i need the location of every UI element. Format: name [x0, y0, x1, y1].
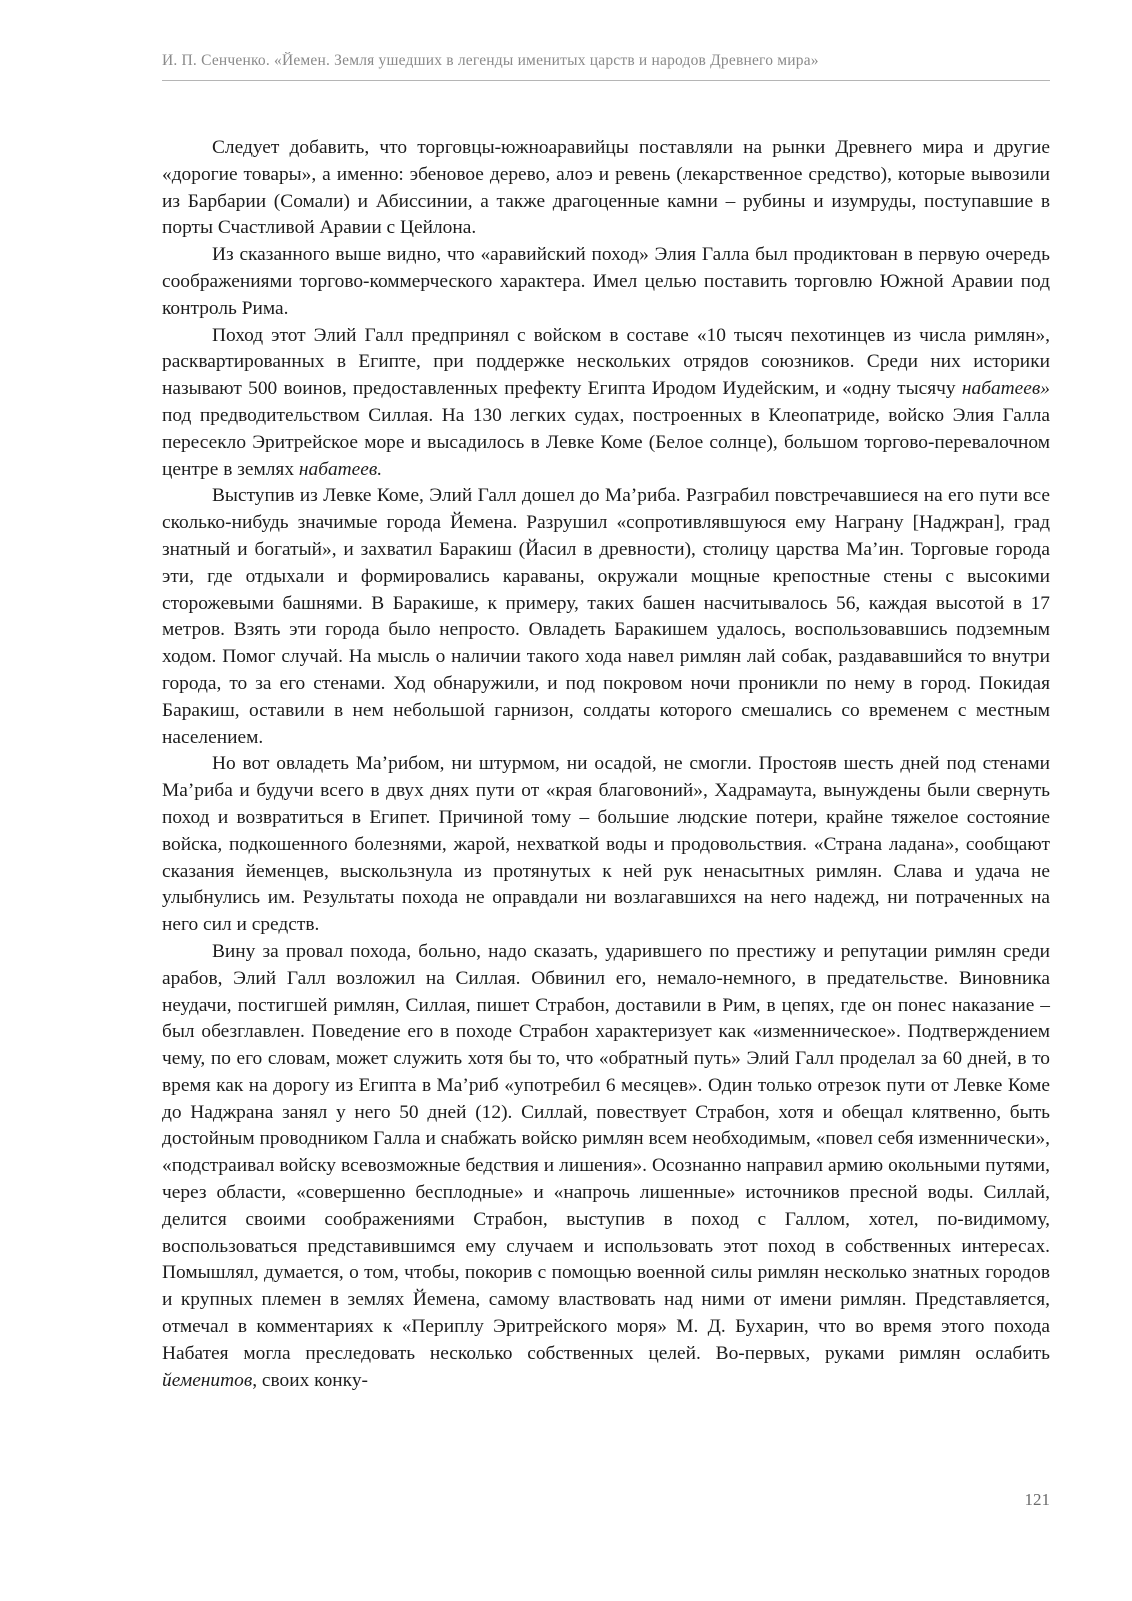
running-header: И. П. Сенченко. «Йемен. Земля ушедших в легенды именитых царств и народов Древнего мира» — [162, 52, 819, 69]
paragraph — [162, 751, 1050, 939]
paragraph-text: под предводительством Силлая. На 130 легких судах, построенных в Клеопатриде, войско Элия Галла пересекло Эритрейское море и высадилось в Левке Коме (Белое солнце), большом торгово-перевалочном центре в землях — [162, 404, 1050, 480]
italic-term: набатеев» — [961, 378, 1050, 400]
paragraph — [162, 483, 1050, 751]
paragraph — [162, 135, 1050, 242]
paragraph — [162, 242, 1050, 322]
page-number: 121 — [1024, 1490, 1050, 1509]
paragraph — [162, 939, 1050, 1395]
body-text — [162, 135, 1050, 1394]
paragraph-text: , своих конку- — [252, 1369, 368, 1391]
italic-term: йеменитов — [162, 1369, 253, 1391]
paragraph-text: Но вот овладеть Ма’рибом, ни штурмом, ни осадой, не смогли. Простояв шесть дней под стенами Ма’риба и будучи всего в двух днях пути от «края благовоний», Хадрамаута, вынуждены были свернуть поход и возвратиться в Египет. Причиной тому – большие людские потери, крайне тяжелое состояние войска, подкошенного болезнями, жарой, нехваткой воды и продовольствия. «Страна ладана», сообщают сказания йеменцев, выскользнула из протянутых к ней рук ненасытных римлян. Слава и удача не улыбнулись им. Результаты похода не оправдали ни возлагавшихся на него надежд, ни потраченных на него сил и средств. — [162, 753, 1050, 936]
header-rule — [162, 80, 1050, 81]
paragraph-text: Следует добавить, что торговцы-южноаравийцы поставляли на рынки Древнего мира и другие «дорогие товары», а именно: эбеновое дерево, алоэ и ревень (лекарственное средство), которые вывозили из Барбарии (Сомали) и Абиссинии, а также драгоценные камни – рубины и изумруды, поступавшие в порты Счастливой Аравии с Цейлона. — [162, 137, 1050, 239]
italic-term: набатеев. — [298, 458, 383, 480]
paragraph — [162, 323, 1050, 484]
paragraph-text: Из сказанного выше видно, что «аравийский поход» Элия Галла был продиктован в первую очередь соображениями торгово-коммерческого характера. Имел целью поставить торговлю Южной Аравии под контроль Рима. — [162, 244, 1050, 319]
paragraph-text: Вину за провал похода, больно, надо сказать, ударившего по престижу и репутации римлян среди арабов, Элий Галл возложил на Силлая. Обвинил его, немало-немного, в предательстве. Виновника неудачи, постигшей римлян, Силлая, пишет Страбон, доставили в Рим, в цепях, где он понес наказание – был обезглавлен. Поведение его в походе Страбон характеризует как «изменническое». Подтверждением чему, по его словам, может служить хотя бы то, что «обратный путь» Элий Галл проделал за 60 дней, в то время как на дорогу из Египта в Ма’риб «употребил 6 месяцев». Один только отрезок пути от Левке Коме до Наджрана занял у него 50 дней (12). Силлай, повествует Страбон, хотя и обещал клятвенно, быть достойным проводником Галла и снабжать войско римлян всем необходимым, «повел себя изменнически», «подстраивал войску всевозможные бедствия и лишения». Осознанно направил армию окольными путями, через области, «совершенно бесплодные» и «напрочь лишенные» источников пресной воды. Силлай, делится своими соображениями Страбон, выступив в поход с Галлом, хотел, по-видимому, воспользоваться представившимся ему случаем и использовать этот поход в собственных интересах. Помышлял, думается, о том, чтобы, покорив с помощью военной силы римлян несколько знатных городов и крупных племен в землях Йемена, самому властвовать над ними от имени римлян. Представляется, отмечал в комментариях к «Периплу Эритрейского моря» М. Д. Бухарин, что во время этого похода Набатея могла преследовать несколько собственных целей. Во-первых, руками римлян ослабить — [162, 940, 1050, 1364]
paragraph-text: Выступив из Левке Коме, Элий Галл дошел до Ма’риба. Разграбил повстречавшиеся на его пути все сколько-нибудь значимые города Йемена. Разрушил «сопротивлявшуюся ему Награну [Наджран], град знатный и богатый», и захватил Баракиш (Йасил в древности), столицу царства Ма’ин. Торговые города эти, где отдыхали и формировались караваны, окружали мощные крепостные стены с высокими сторожевыми башнями. В Баракише, к примеру, таких башен насчитывалось 56, каждая высотой в 17 метров. Взять эти города было непросто. Овладеть Баракишем удалось, воспользовавшись подземным ходом. Помог случай. На мысль о наличии такого хода навел римлян лай собак, раздававшийся то внутри города, то за его стенами. Ход обнаружили, и под покровом ночи проникли по нему в город. Покидая Баракиш, оставили в нем небольшой гарнизон, солдаты которого смешались со временем с местным населением. — [162, 485, 1050, 748]
paragraph-text: Поход этот Элий Галл предпринял с войском в составе «10 тысяч пехотинцев из числа римлян», расквартированных в Египте, при поддержке нескольких отрядов союзников. Среди них историки называют 500 воинов, предоставленных префекту Египта Иродом Иудейским, и «одну тысячу — [162, 324, 1050, 400]
